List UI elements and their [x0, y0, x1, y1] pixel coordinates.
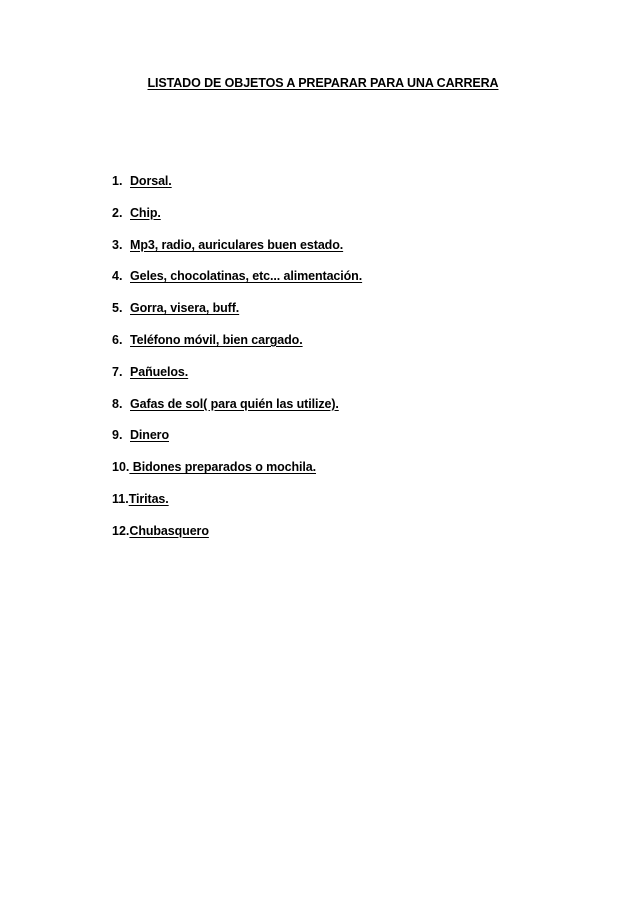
- item-text: Gafas de sol( para quién las utilize).: [130, 396, 339, 411]
- item-text: Mp3, radio, auriculares buen estado.: [130, 237, 344, 252]
- list-item: [112, 332, 362, 364]
- item-number: 1.: [112, 174, 123, 188]
- item-text: Geles, chocolatinas, etc... alimentación.: [130, 269, 363, 284]
- item-text: Dinero: [130, 428, 169, 443]
- item-number: 7.: [112, 364, 123, 379]
- list-item: [112, 459, 362, 491]
- item-text: Tiritas.: [128, 491, 169, 506]
- item-number: 4.: [112, 269, 123, 284]
- item-number: 12.: [112, 523, 130, 538]
- list-item: [112, 205, 362, 237]
- item-number: 6.: [112, 332, 123, 347]
- item-number: 8.: [112, 396, 123, 411]
- item-text: Teléfono móvil, bien cargado.: [130, 332, 303, 347]
- document-title: LISTADO DE OBJETOS A PREPARAR PARA UNA CARRERA: [147, 76, 499, 90]
- item-number: 11.: [112, 491, 129, 506]
- item-number: 10.: [112, 460, 130, 475]
- item-number: 5.: [112, 301, 123, 316]
- list-item: [112, 300, 362, 332]
- list-item: [112, 396, 362, 428]
- list-item: [112, 491, 362, 523]
- item-text: Chubasquero: [129, 523, 209, 538]
- list-item: [112, 268, 362, 300]
- item-text: Pañuelos.: [130, 364, 189, 379]
- list-item: [112, 173, 362, 205]
- item-number: 2.: [112, 205, 123, 220]
- checklist: [112, 173, 362, 555]
- item-number: 3.: [112, 237, 123, 252]
- item-text: Bidones preparados o mochila.: [129, 460, 317, 475]
- item-text: Gorra, visera, buff.: [130, 301, 240, 316]
- item-number: 9.: [112, 428, 123, 443]
- item-text: Chip.: [130, 205, 161, 220]
- list-item: [112, 523, 362, 555]
- item-text: Dorsal.: [130, 174, 172, 188]
- list-item: [112, 427, 362, 459]
- list-item: [112, 237, 362, 269]
- list-item: [112, 364, 362, 396]
